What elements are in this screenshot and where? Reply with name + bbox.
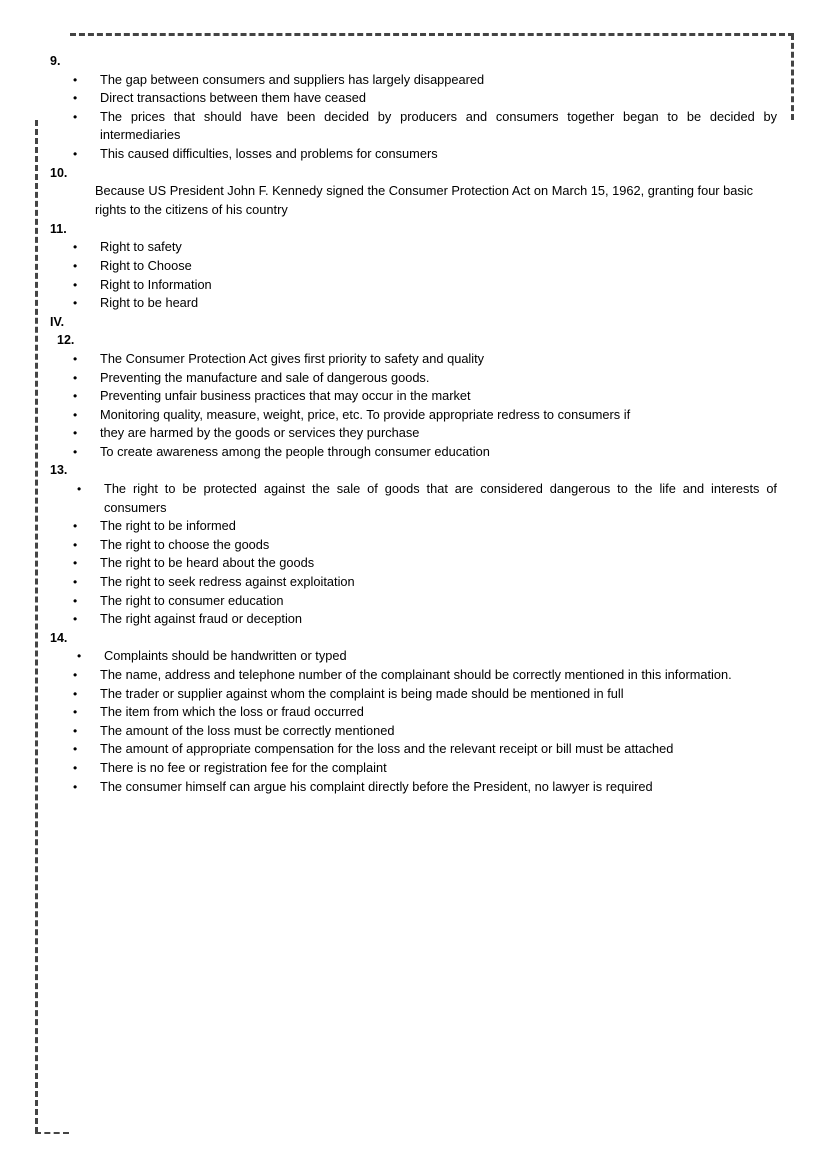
list-item: • Right to Choose [0, 257, 827, 276]
list-item: • The right to consumer education [0, 592, 827, 611]
bullet-icon: • [73, 296, 78, 311]
list-item: • Monitoring quality, measure, weight, price, etc. To provide appropriate redress to consumers if [0, 406, 827, 425]
list-item: • Preventing the manufacture and sale of dangerous goods. [0, 369, 827, 388]
answer-list-9 [0, 71, 827, 164]
bullet-icon: • [73, 742, 78, 757]
list-item: • The gap between consumers and suppliers has largely disappeared [0, 71, 827, 90]
answer-paragraph-10: Because US President John F. Kennedy signed the Consumer Protection Act on March 15, 1962, granting four basic rights to the citizens of his country [95, 183, 754, 217]
bullet-icon: • [77, 482, 82, 497]
question-number-11: 11. [50, 221, 67, 236]
bullet-icon: • [73, 760, 78, 775]
list-item: • Right to safety [0, 238, 827, 257]
list-item: • Complaints should be handwritten or typed [0, 647, 827, 666]
bullet-icon: • [73, 146, 78, 161]
bullet-icon: • [73, 91, 78, 106]
list-item: • The consumer himself can argue his complaint directly before the President, no lawyer is required [0, 778, 827, 797]
list-item: • Direct transactions between them have ceased [0, 89, 827, 108]
bullet-icon: • [73, 389, 78, 404]
list-item: • The amount of appropriate compensation for the loss and the relevant receipt or bill must be attached [0, 740, 827, 759]
list-item: • Preventing unfair business practices that may occur in the market [0, 387, 827, 406]
bullet-icon: • [73, 240, 78, 255]
part-heading-iv: IV. [50, 314, 65, 329]
bullet-icon: • [73, 277, 78, 292]
bullet-icon: • [73, 723, 78, 738]
bullet-icon: • [73, 556, 78, 571]
question-number-12: 12. [57, 333, 75, 348]
page-border-bottom [35, 1132, 69, 1134]
answer-list-11 [0, 238, 827, 312]
list-item: • The trader or supplier against whom the complaint is being made should be mentioned in full [0, 685, 827, 704]
bullet-icon: • [73, 109, 78, 124]
bullet-icon: • [73, 779, 78, 794]
list-item: • The right to be heard about the goods [0, 554, 827, 573]
question-number-10: 10. [50, 165, 68, 180]
question-number-14: 14. [50, 630, 68, 645]
bullet-icon: • [73, 370, 78, 385]
list-item: • To create awareness among the people through consumer education [0, 443, 827, 462]
bullet-icon: • [77, 649, 82, 664]
bullet-icon: • [73, 444, 78, 459]
bullet-icon: • [73, 426, 78, 441]
list-item: • Right to Information [0, 276, 827, 295]
bullet-icon: • [73, 575, 78, 590]
list-item: • The right against fraud or deception [0, 610, 827, 629]
list-item: • The name, address and telephone number of the complainant should be correctly mentioned in this information. [0, 666, 827, 685]
bullet-icon: • [73, 407, 78, 422]
list-item: • Right to be heard [0, 294, 827, 313]
bullet-icon: • [73, 72, 78, 87]
bullet-icon: • [73, 668, 78, 682]
question-number-13: 13. [50, 463, 68, 478]
list-item: • they are harmed by the goods or services they purchase [0, 424, 827, 443]
list-item: • The right to seek redress against exploitation [0, 573, 827, 592]
list-item: • The right to be informed [0, 517, 827, 536]
list-item: • The right to choose the goods [0, 536, 827, 555]
bullet-icon: • [73, 351, 78, 366]
bullet-icon: • [73, 612, 78, 627]
list-item: • The amount of the loss must be correctly mentioned [0, 722, 827, 741]
list-item: • There is no fee or registration fee for the complaint [0, 759, 827, 778]
bullet-icon: • [73, 686, 78, 701]
answer-list-13 [0, 480, 827, 629]
bullet-icon: • [73, 705, 78, 720]
list-item: • The prices that should have been decided by producers and consumers together began to be decided by intermediaries [73, 108, 777, 143]
list-item: • The right to be protected against the sale of goods that are considered dangerous to the life and interests of consumers [77, 481, 777, 515]
bullet-icon: • [73, 537, 78, 552]
bullet-icon: • [73, 593, 78, 608]
list-item: • The Consumer Protection Act gives first priority to safety and quality [0, 350, 827, 369]
list-item: • This caused difficulties, losses and problems for consumers [0, 145, 827, 164]
bullet-icon: • [73, 519, 78, 534]
answer-list-12 [0, 350, 827, 462]
bullet-icon: • [73, 258, 78, 273]
page-border-top [70, 33, 794, 36]
answer-list-14 [0, 647, 827, 796]
document-body [0, 52, 827, 796]
question-number-9: 9. [50, 54, 61, 68]
list-item: • The item from which the loss or fraud occurred [0, 703, 827, 722]
